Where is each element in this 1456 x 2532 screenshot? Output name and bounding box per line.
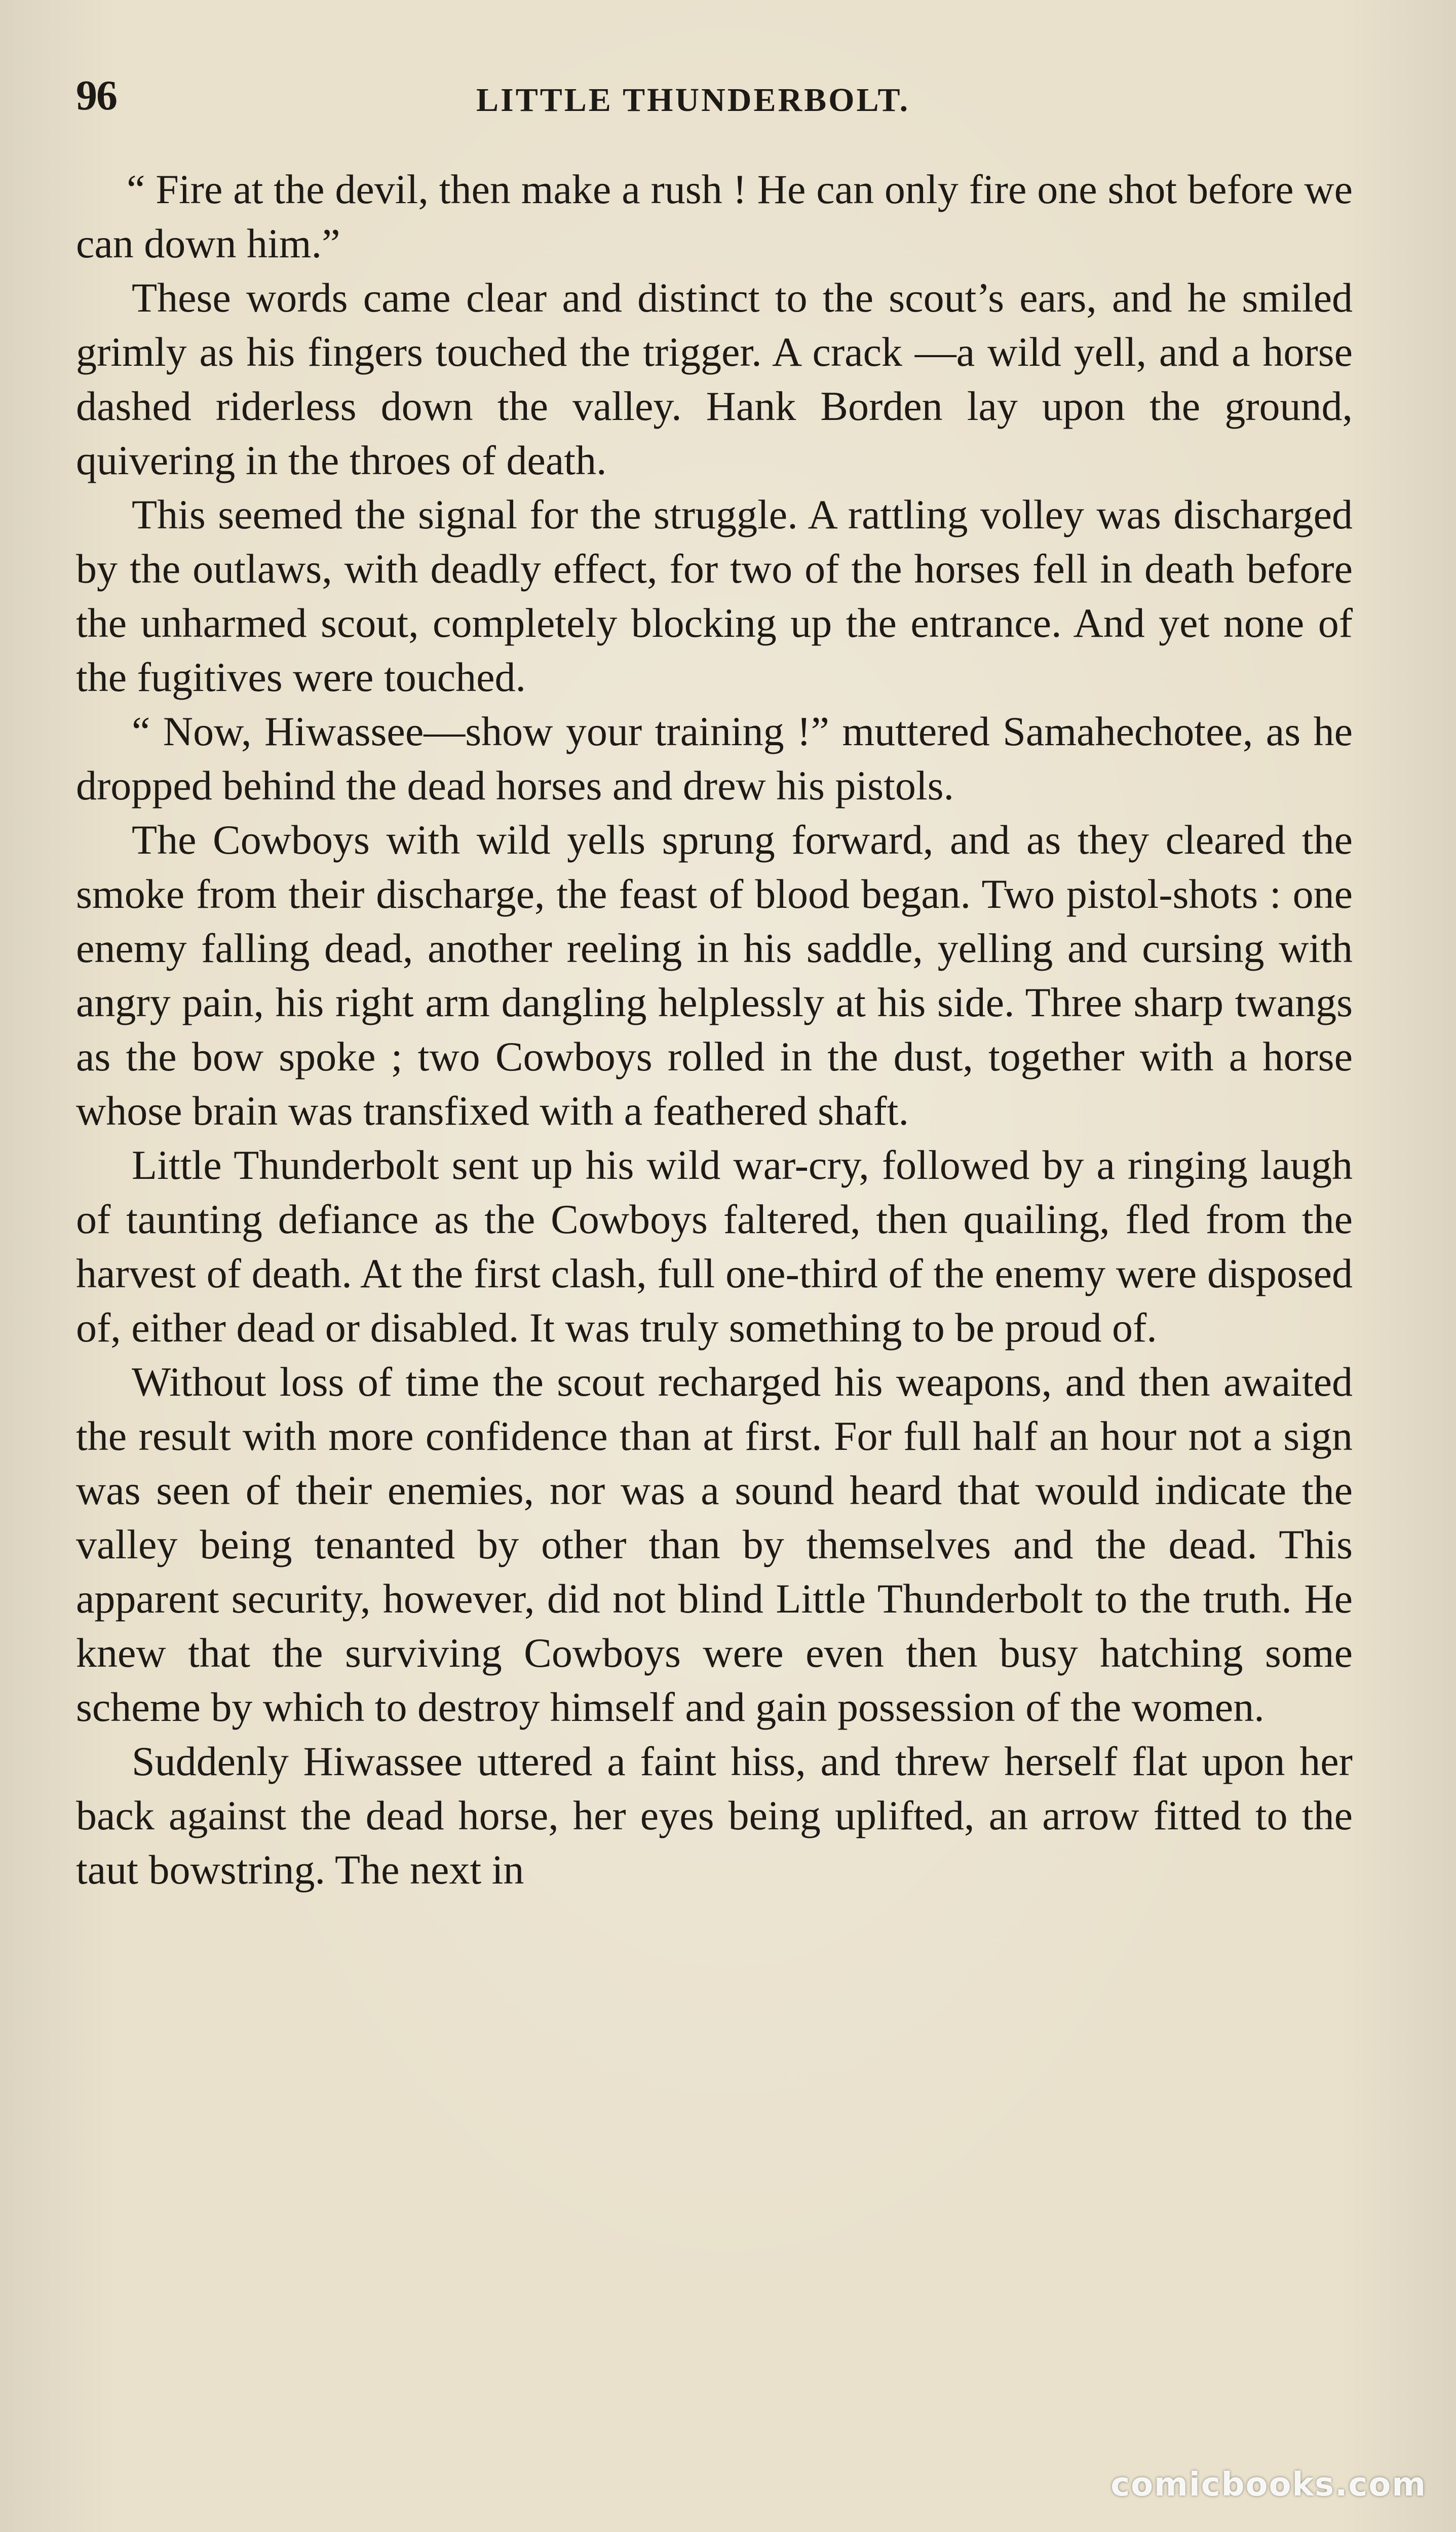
watermark: comicbooks.com <box>1110 2466 1427 2504</box>
paragraph-8: Suddenly Hiwassee uttered a faint hiss, and threw herself flat upon her back against the dead horse, her eyes being uplifted, an arrow fitted to the taut bowstring. The next in <box>76 1738 1353 1893</box>
paragraph-1: “ Fire at the devil, then make a rush ! He can only fire one shot before we can down him.” <box>76 166 1353 266</box>
paragraph-3: This seemed the signal for the struggle. A rattling volley was discharged by the outlaws, with deadly effect, for two of the horses fell in death before the unharmed scout, completely blocking up the entrance. And yet none of the fugitives were touched. <box>76 491 1353 700</box>
body-text <box>76 162 1353 1897</box>
paragraph-6: Little Thunderbolt sent up his wild war-cry, followed by a ringing laugh of taunting defiance as the Cowboys faltered, then quailing, fled from the harvest of death. At the first clash, full one-third of the enemy were disposed of, either dead or disabled. It was truly something to be proud of. <box>76 1142 1353 1351</box>
paragraph-2: These words came clear and distinct to the scout’s ears, and he smiled grimly as his fingers touched the trigger. A crack —a wild yell, and a horse dashed riderless down the valley. Hank Borden lay upon the ground, quivering in the throes of death. <box>76 275 1353 483</box>
paragraph-4: “ Now, Hiwassee—show your training !” muttered Samahechotee, as he dropped behind the dead horses and drew his pistols. <box>76 708 1353 809</box>
running-head <box>76 71 1353 127</box>
running-title: LITTLE THUNDERBOLT. <box>476 82 910 119</box>
paragraph-5: The Cowboys with wild yells sprung forward, and as they cleared the smoke from their discharge, the feast of blood began. Two pistol-shots : one enemy falling dead, another reeling in his saddle, yelling and cursing with angry pain, his right arm dangling helplessly at his side. Three sharp twangs as the bow spoke ; two Cowboys rolled in the dust, together with a horse whose brain was transfixed with a feathered shaft. <box>76 817 1353 1134</box>
page-number: 96 <box>76 72 117 119</box>
paragraph-7: Without loss of time the scout recharged his weapons, and then awaited the result with more confidence than at first. For full half an hour not a sign was seen of their enemies, nor was a sound heard that would indicate the valley being tenanted by other than by themselves and the dead. This apparent security, however, did not blind Little Thunderbolt to the truth. He knew that the surviving Cowboys were even then busy hatching some scheme by which to destroy himself and gain possession of the women. <box>76 1359 1353 1730</box>
